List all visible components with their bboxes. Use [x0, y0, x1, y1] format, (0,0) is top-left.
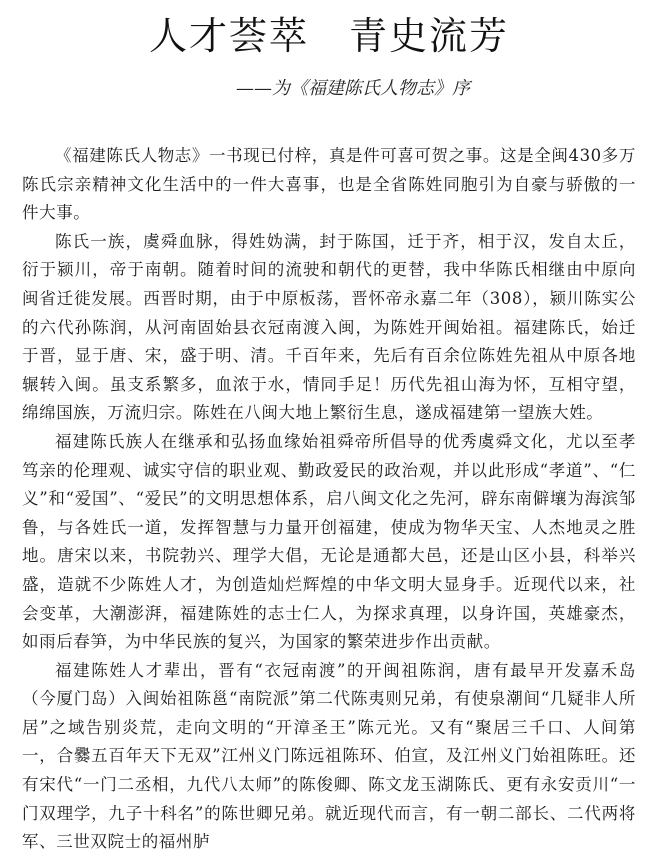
page-title: 人才荟萃 青史流芳 [148, 14, 509, 58]
page-subtitle: ——为《福建陈氏人物志》序 [236, 78, 470, 99]
paragraph: 《福建陈氏人物志》一书现已付梓，真是件可喜可贺之事。这是全闽430多万陈氏宗亲精神文化生活中的一件大喜事，也是全省陈姓同胞引为自豪与骄傲的一件大事。 [22, 146, 636, 223]
paragraph: 陈氏一族，虞舜血脉，得姓妫满，封于陈国，迁于齐，相于汉，发自太丘，衍于颍川，帝于南朝。随着时间的流驶和朝代的更替，我中华陈氏相继由中原向闽省迁徙发展。西晋时期，由于中原板荡，晋怀帝永嘉二年（308），颍川陈实公的六代孙陈润，从河南固始县衣冠南渡入闽，为陈姓开闽始祖。福建陈氏，始迁于晋，显于唐、宋，盛于明、清。千百年来，先后有百余位陈姓先祖从中原各地辗转入闽。虽支系繁多，血浓于水，情同手足！历代先祖山海为怀，互相守望，绵绵国族，万流归宗。陈姓在八闽大地上繁衍生息，遂成福建第一望族大姓。 [22, 231, 636, 423]
paragraph: 福建陈姓人才辈出，晋有“衣冠南渡”的开闽祖陈润，唐有最早开发嘉禾岛（今厦门岛）入闽始祖陈邕“南院派”第二代陈夷则兄弟，有使泉潮间“几疑非人所居”之域告别炎荒，走向文明的“开漳圣王”陈元光。又有“聚居三千口、人间第一，合爨五百年天下无双”江州义门陈远祖陈环、伯宣，及江州义门始祖陈旺。还有宋代“一门二丞相，九代八太师”的陈俊卿、陈文龙玉湖陈氏、更有永安贡川“一门双理学，九子十科名”的陈世卿兄弟。就近现代而言，有一朝二部长、二代两将军、三世双院士的福州胪 [22, 660, 636, 852]
preface-body [22, 142, 636, 857]
paragraph: 福建陈氏族人在继承和弘扬血缘始祖舜帝所倡导的优秀虞舜文化，尤以至孝笃亲的伦理观、诚实守信的职业观、勤政爱民的政治观，并以此形成“孝道”、“仁义”和“爱国”、“爱民”的文明思想体系，启八闽文化之先河，辟东南僻壤为海滨邹鲁，与各姓氏一道，发挥智慧与力量开创福建，使成为物华天宝、人杰地灵之胜地。唐宋以来，书院勃兴、理学大倡，无论是通都大邑，还是山区小县，科举兴盛，造就不少陈姓人才，为创造灿烂辉煌的中华文明大显身手。近现代以来，社会变革，大潮澎湃，福建陈姓的志士仁人，为探求真理，以身许国，英雄豪杰，如雨后春笋，为中华民族的复兴，为国家的繁荣进步作出贡献。 [22, 431, 636, 652]
